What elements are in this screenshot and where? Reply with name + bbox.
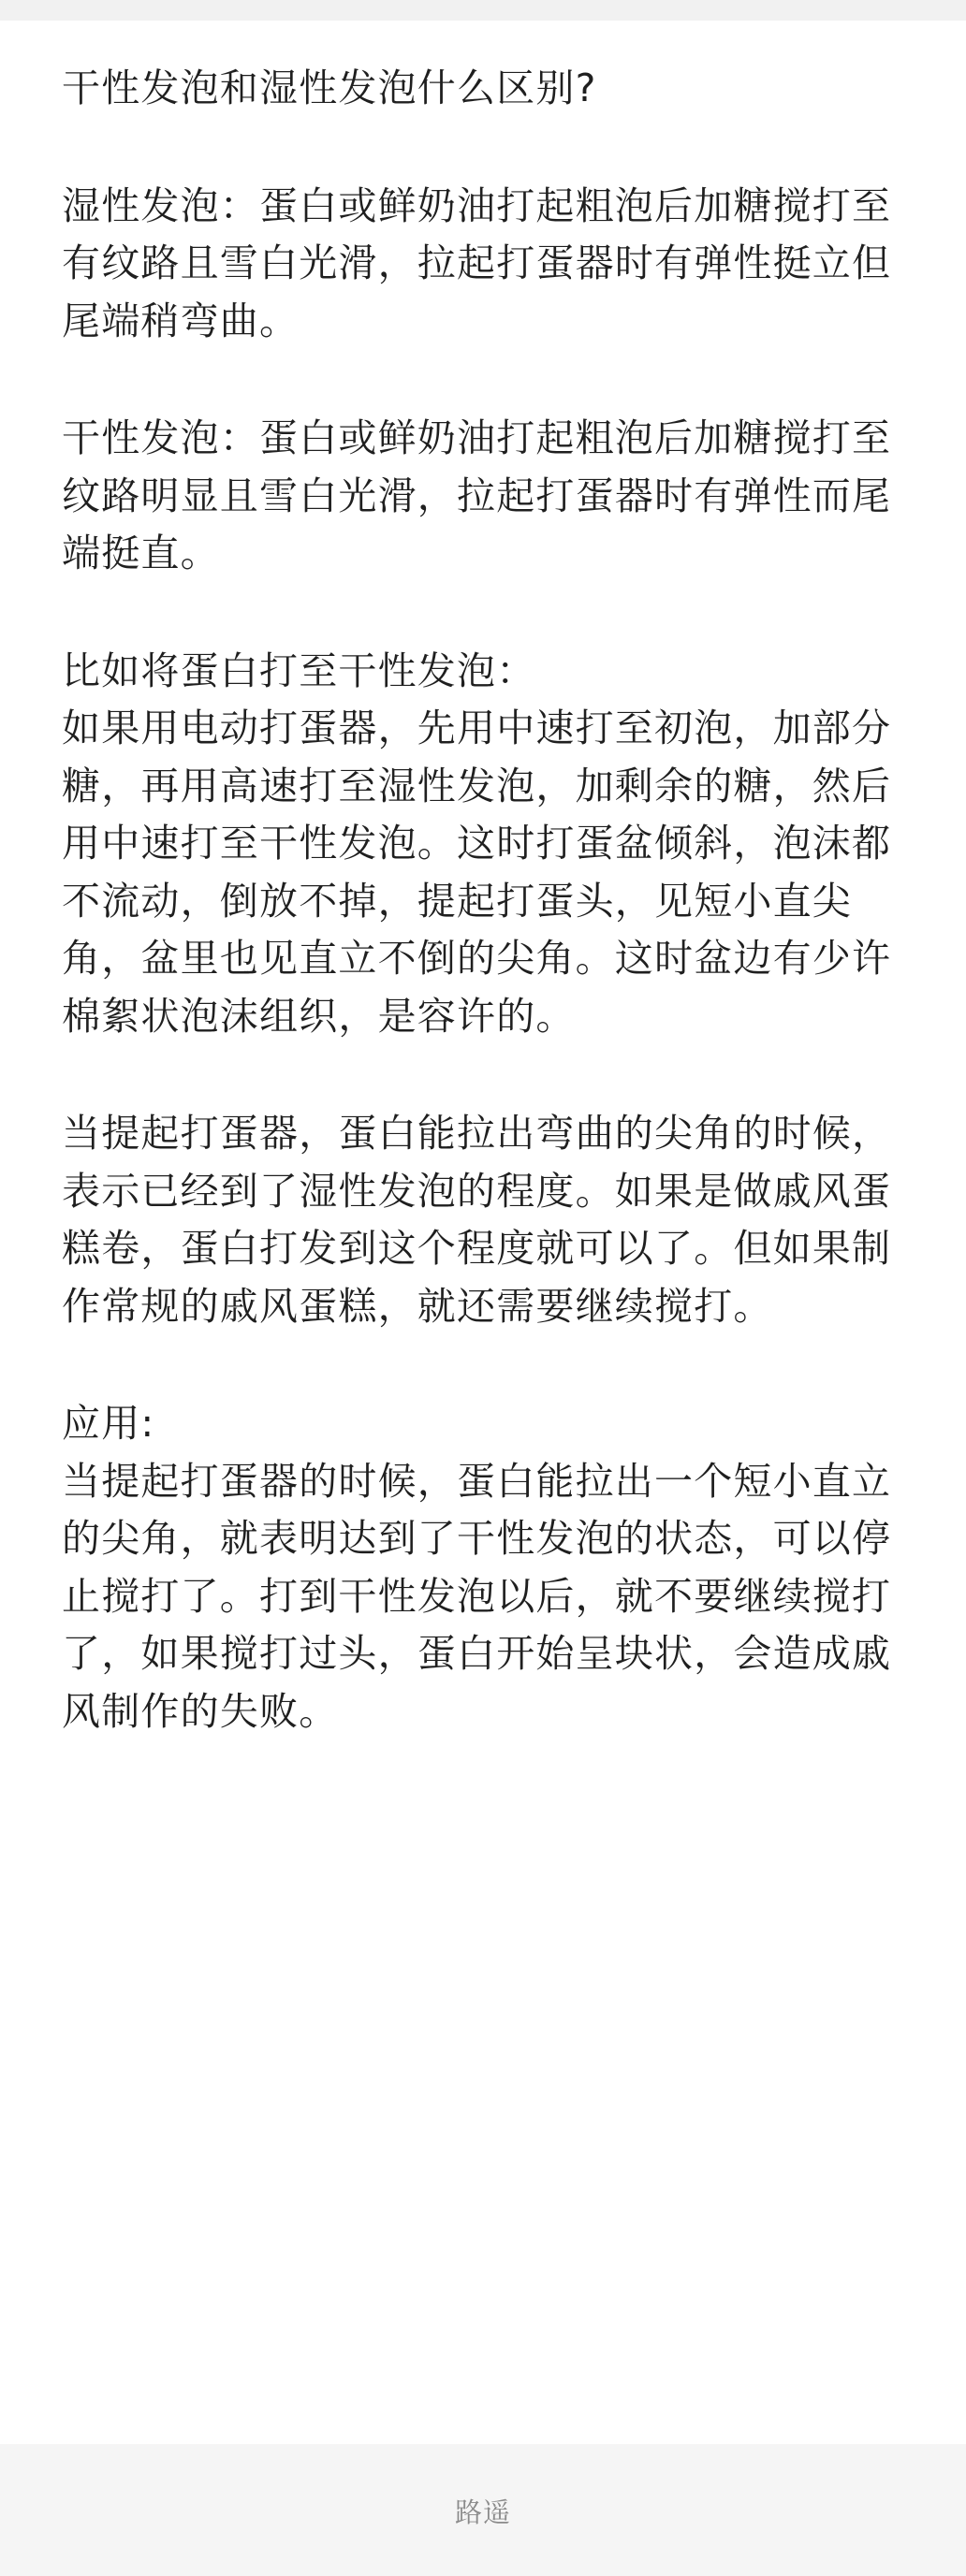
top-status-strip bbox=[0, 0, 966, 21]
paragraph-gap bbox=[62, 583, 904, 643]
application-paragraph: 当提起打蛋器的时候，蛋白能拉出一个短小直立的尖角，就表明达到了干性发泡的状态，可以停止搅打了。打到干性发泡以后，就不要继续搅打了，如果搅打过头，蛋白开始呈块状，会造成戚风制作的失败。 bbox=[62, 1458, 892, 1734]
paragraph-gap bbox=[62, 118, 904, 178]
paragraph-gap bbox=[62, 1335, 904, 1395]
article-body bbox=[62, 60, 904, 1740]
author-name[interactable]: 路遥 bbox=[454, 2496, 511, 2528]
example-title: 比如将蛋白打至干性发泡： bbox=[62, 648, 536, 693]
wet-foam-paragraph: 湿性发泡：蛋白或鲜奶油打起粗泡后加糖搅打至有纹路且雪白光滑，拉起打蛋器时有弹性挺立但尾端稍弯曲。 bbox=[62, 182, 892, 343]
paragraph-gap bbox=[62, 350, 904, 410]
dry-foam-paragraph: 干性发泡：蛋白或鲜奶油打起粗泡后加糖搅打至纹路明显且雪白光滑，拉起打蛋器时有弹性而尾端挺直。 bbox=[62, 415, 892, 575]
question-heading: 干性发泡和湿性发泡什么区别? bbox=[62, 65, 597, 110]
paragraph-gap bbox=[62, 1045, 904, 1105]
example-paragraph: 如果用电动打蛋器，先用中速打至初泡，加部分糖，再用高速打至湿性发泡，加剩余的糖，然后用中速打至干性发泡。这时打蛋盆倾斜，泡沫都不流动，倒放不掉，提起打蛋头，见短小直尖角，盆里也见直立不倒的尖角。这时盆边有少许棉絮状泡沫组织，是容许的。 bbox=[62, 706, 892, 1039]
application-title: 应用: bbox=[62, 1401, 155, 1446]
wet-note-paragraph: 当提起打蛋器，蛋白能拉出弯曲的尖角的时候，表示已经到了湿性发泡的程度。如果是做戚风蛋糕卷，蛋白打发到这个程度就可以了。但如果制作常规的戚风蛋糕，就还需要继续搅打。 bbox=[62, 1111, 892, 1329]
